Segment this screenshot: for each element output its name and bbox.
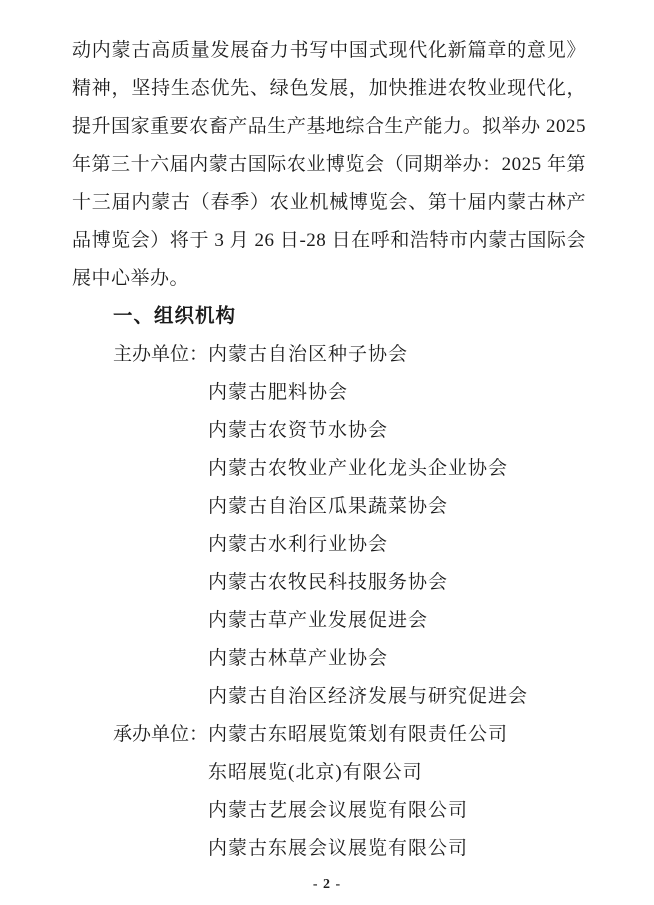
host-units-label: 主办单位： bbox=[113, 344, 209, 365]
organizer-unit-item: 东昭展览(北京)有限公司 bbox=[208, 762, 423, 783]
section-heading: 一、组织机构 bbox=[113, 306, 237, 327]
body-paragraph bbox=[72, 32, 586, 298]
host-units-row bbox=[72, 640, 586, 678]
organizer-units-block bbox=[72, 716, 586, 868]
organizer-units-label: 承办单位： bbox=[113, 724, 209, 745]
paragraph-line: 品博览会）将于 3 月 26 日-28 日在呼和浩特市内蒙古国际会 bbox=[72, 230, 586, 251]
organizer-units-row bbox=[72, 792, 586, 830]
paragraph-line: 展中心举办。 bbox=[72, 268, 190, 289]
organizer-unit-item: 内蒙古东展会议展览有限公司 bbox=[208, 838, 469, 859]
host-unit-item: 内蒙古自治区种子协会 bbox=[208, 344, 409, 365]
host-units-row bbox=[72, 564, 586, 602]
host-units-row bbox=[72, 488, 586, 526]
host-unit-item: 内蒙古自治区瓜果蔬菜协会 bbox=[208, 496, 449, 517]
host-unit-item: 内蒙古水利行业协会 bbox=[208, 534, 389, 555]
host-units-row bbox=[72, 336, 586, 374]
host-unit-item: 内蒙古肥料协会 bbox=[208, 382, 349, 403]
host-unit-item: 内蒙古农牧民科技服务协会 bbox=[208, 572, 449, 593]
host-unit-item: 内蒙古农资节水协会 bbox=[208, 420, 389, 441]
host-unit-item: 内蒙古林草产业协会 bbox=[208, 648, 389, 669]
host-units-block bbox=[72, 336, 586, 716]
paragraph-line: 精神，坚持生态优先、绿色发展，加快推进农牧业现代化， bbox=[72, 78, 586, 99]
organizer-units-row bbox=[72, 754, 586, 792]
organizer-units-row bbox=[72, 830, 586, 868]
paragraph-line: 年第三十六届内蒙古国际农业博览会（同期举办：2025 年第 bbox=[72, 154, 586, 175]
host-units-row bbox=[72, 678, 586, 716]
host-units-row bbox=[72, 374, 586, 412]
paragraph-line: 提升国家重要农畜产品生产基地综合生产能力。拟举办 2025 bbox=[72, 116, 586, 137]
host-unit-item: 内蒙古草产业发展促进会 bbox=[208, 610, 429, 631]
host-units-row bbox=[72, 602, 586, 640]
paragraph-line: 动内蒙古高质量发展奋力书写中国式现代化新篇章的意见》 bbox=[72, 40, 586, 61]
host-units-row bbox=[72, 526, 586, 564]
organizer-units-row bbox=[72, 716, 586, 754]
host-unit-item: 内蒙古自治区经济发展与研究促进会 bbox=[208, 686, 529, 707]
host-units-row bbox=[72, 412, 586, 450]
paragraph-line: 十三届内蒙古（春季）农业机械博览会、第十届内蒙古林产 bbox=[72, 192, 586, 213]
host-units-row bbox=[72, 450, 586, 488]
organizer-unit-item: 内蒙古东昭展览策划有限责任公司 bbox=[208, 724, 509, 745]
host-unit-item: 内蒙古农牧业产业化龙头企业协会 bbox=[208, 458, 509, 479]
organizer-unit-item: 内蒙古艺展会议展览有限公司 bbox=[208, 800, 469, 821]
page-number: - 2 - bbox=[312, 877, 342, 892]
